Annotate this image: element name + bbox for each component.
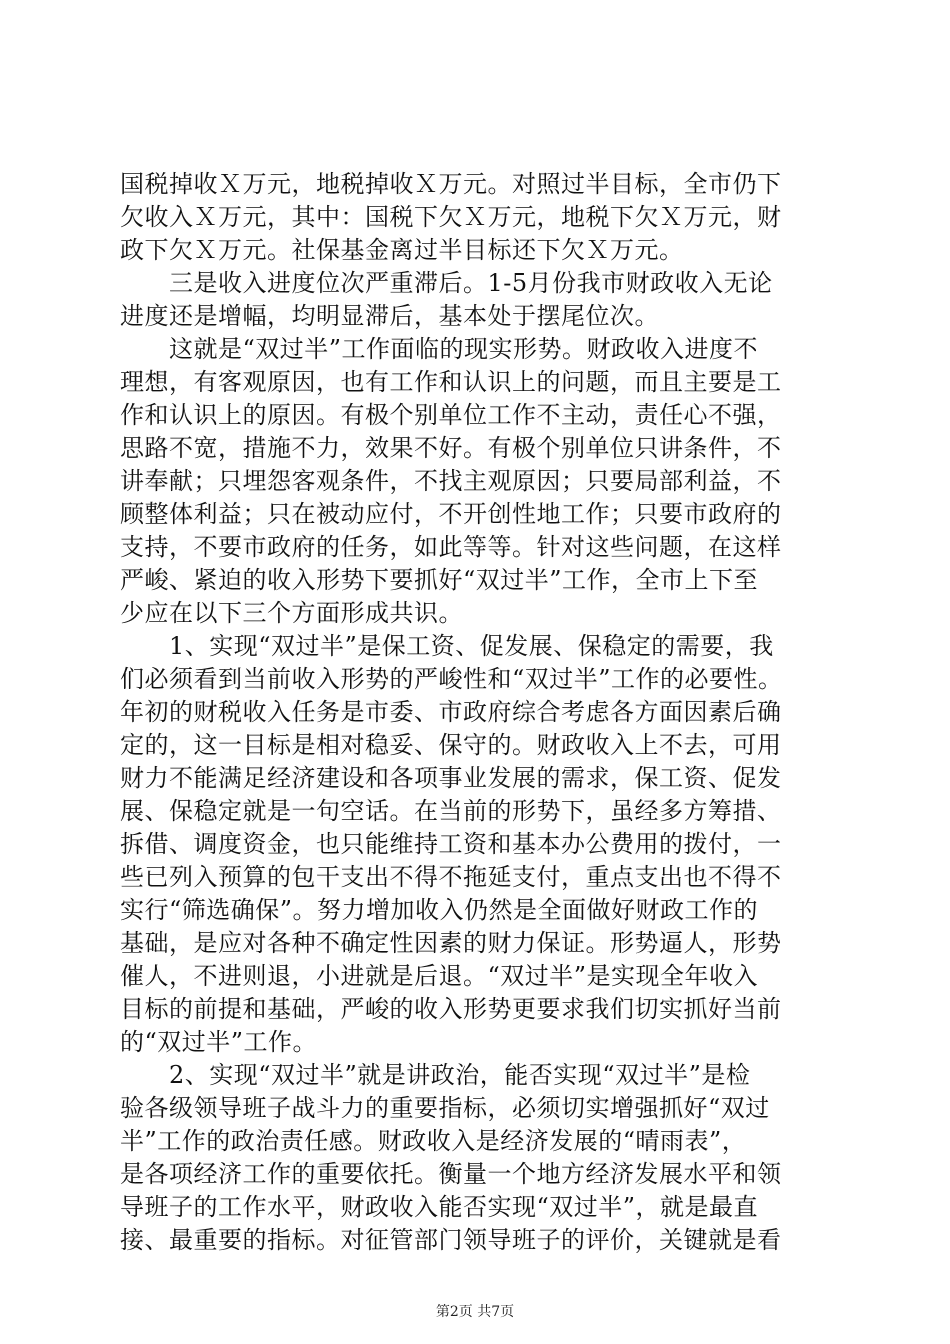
text-line: 顾整体利益；只在被动应付，不开创性地工作；只要市政府的	[120, 500, 782, 528]
text-line: 2、实现“双过半”就是讲政治，能否实现“双过半”是检	[120, 1061, 751, 1089]
text-line: 接、最重要的指标。对征管部门领导班子的评价，关键就是看	[120, 1226, 782, 1254]
text-line: 作和认识上的原因。有极个别单位工作不主动，责任心不强，	[120, 401, 782, 429]
text-line: 政下欠Ｘ万元。社保基金离过半目标还下欠Ｘ万元。	[120, 236, 684, 264]
text-line: 目标的前提和基础，严峻的收入形势更要求我们切实抓好当前	[120, 995, 782, 1023]
text-line: 验各级领导班子战斗力的重要指标，必须切实增强抓好“双过	[120, 1094, 770, 1122]
text-line: 1、实现“双过半”是保工资、促发展、保稳定的需要，我	[120, 632, 774, 660]
text-line: 三是收入进度位次严重滞后。1-5月份我市财政收入无论	[120, 269, 773, 297]
body-text	[120, 168, 840, 1257]
text-line: 催人，不进则退，小进就是后退。“双过半”是实现全年收入	[120, 962, 759, 990]
text-line: 思路不宽，措施不力，效果不好。有极个别单位只讲条件，不	[120, 434, 782, 462]
text-line: 是各项经济工作的重要依托。衡量一个地方经济发展水平和领	[120, 1160, 782, 1188]
text-line: 拆借、调度资金，也只能维持工资和基本办公费用的拨付，一	[120, 830, 782, 858]
text-line: 基础，是应对各种不确定性因素的财力保证。形势逼人，形势	[120, 929, 782, 957]
page-number-footer: 第2页 共7页	[435, 1304, 515, 1320]
text-line: 的“双过半”工作。	[120, 1028, 318, 1056]
text-line: 讲奉献；只埋怨客观条件，不找主观原因；只要局部利益，不	[120, 467, 782, 495]
text-line: 国税掉收Ｘ万元，地税掉收Ｘ万元。对照过半目标，全市仍下	[120, 170, 782, 198]
text-line: 实行“筛选确保”。努力增加收入仍然是全面做好财政工作的	[120, 896, 759, 924]
text-line: 定的，这一目标是相对稳妥、保守的。财政收入上不去，可用	[120, 731, 782, 759]
text-line: 这就是“双过半”工作面临的现实形势。财政收入进度不	[120, 335, 759, 363]
text-line: 严峻、紧迫的收入形势下要抓好“双过半”工作，全市上下至	[120, 566, 759, 594]
text-line: 少应在以下三个方面形成共识。	[120, 599, 463, 627]
text-line: 导班子的工作水平，财政收入能否实现“双过半”，就是最直	[120, 1193, 759, 1221]
text-line: 理想，有客观原因，也有工作和认识上的问题，而且主要是工	[120, 368, 782, 396]
text-line: 财力不能满足经济建设和各项事业发展的需求，保工资、促发	[120, 764, 782, 792]
text-line: 些已列入预算的包干支出不得不拖延支付，重点支出也不得不	[120, 863, 782, 891]
text-line: 半”工作的政治责任感。财政收入是经济发展的“晴雨表”，	[120, 1127, 747, 1155]
text-line: 年初的财税收入任务是市委、市政府综合考虑各方面因素后确	[120, 698, 782, 726]
text-line: 欠收入Ｘ万元，其中：国税下欠Ｘ万元，地税下欠Ｘ万元，财	[120, 203, 782, 231]
text-line: 展、保稳定就是一句空话。在当前的形势下，虽经多方筹措、	[120, 797, 782, 825]
text-line: 们必须看到当前收入形势的严峻性和“双过半”工作的必要性。	[120, 665, 783, 693]
text-line: 支持，不要市政府的任务，如此等等。针对这些问题，在这样	[120, 533, 782, 561]
text-line: 进度还是增幅，均明显滞后，基本处于摆尾位次。	[120, 302, 659, 330]
